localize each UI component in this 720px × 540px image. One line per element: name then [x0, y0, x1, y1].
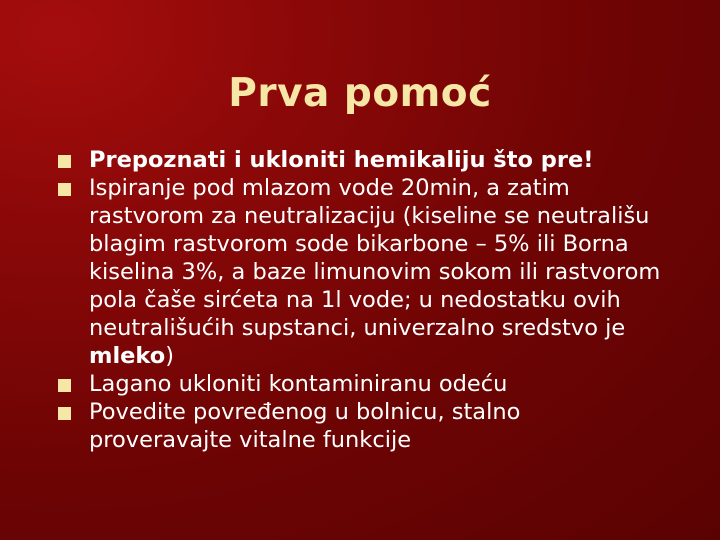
square-bullet-icon	[58, 155, 71, 168]
bullet-text-end: )	[165, 343, 175, 369]
bullet-text: Lagano ukloniti kontaminiranu odeću	[89, 371, 508, 397]
list-item	[58, 146, 668, 174]
list-item	[58, 174, 668, 370]
bullet-list	[58, 146, 668, 454]
bullet-text: Povedite povređenog u bolnicu, stalno proveravajte vitalne funkcije	[89, 399, 521, 453]
list-item	[58, 370, 668, 398]
square-bullet-icon	[58, 183, 71, 196]
square-bullet-icon	[58, 379, 71, 392]
bullet-text: Ispiranje pod mlazom vode 20min, a zatim rastvorom za neutralizaciju (kiseline se neutrališu blagim rastvorom sode bikarbone – 5% ili Borna kiselina 3%, a baze limunovim sokom ili rastvorom pola čaše sirćeta na 1l vode; u nedostatku ovih neutrališućih supstanci, univerzalno sredstvo je	[89, 175, 661, 341]
square-bullet-icon	[58, 407, 71, 420]
bullet-text: Prepoznati i ukloniti hemikaliju što pre!	[89, 147, 594, 173]
list-item	[58, 398, 668, 454]
slide-title: Prva pomoć	[228, 71, 492, 117]
emphasis-text: mleko	[89, 343, 166, 369]
